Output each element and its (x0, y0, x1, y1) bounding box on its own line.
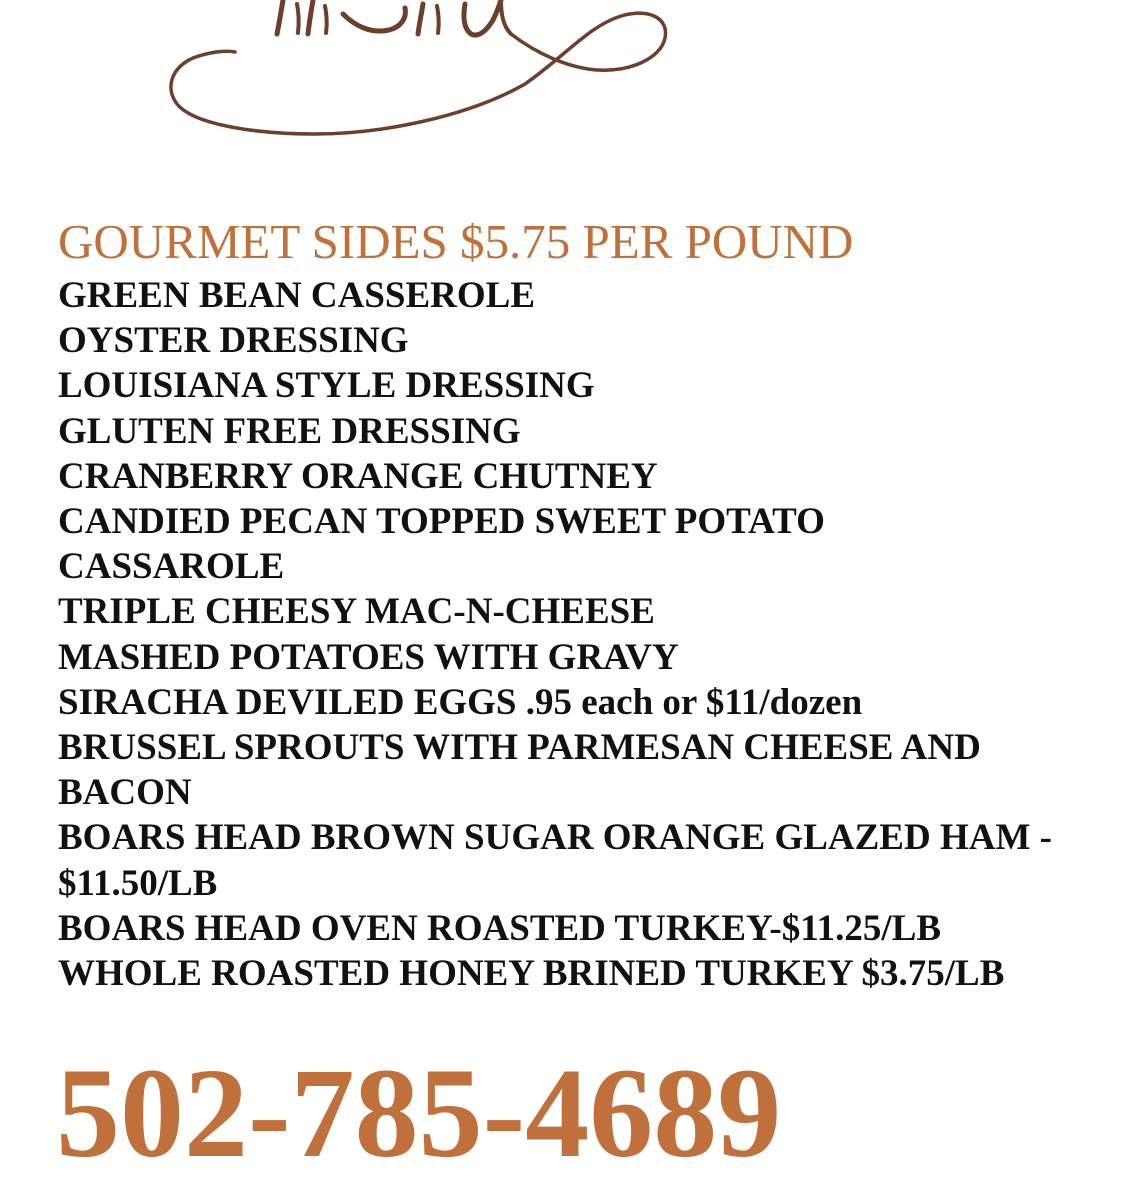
menu-item: SIRACHA DEVILED EGGS .95 each or $11/dozen (58, 681, 863, 723)
menu-item: BOARS HEAD BROWN SUGAR ORANGE GLAZED HAM - (58, 817, 1052, 859)
section-heading: GOURMET SIDES $5.75 PER POUND (58, 214, 854, 269)
menu-item: BACON (58, 772, 192, 814)
menu-item: CASSAROLE (58, 546, 285, 588)
menu-item: GREEN BEAN CASSEROLE (58, 275, 536, 316)
menu-item: CANDIED PECAN TOPPED SWEET POTATO (58, 501, 825, 543)
menu-item: GLUTEN FREE DRESSING (58, 410, 521, 452)
menu-script-title (165, 0, 685, 145)
phone-number: 502-785-4689 (56, 1042, 782, 1184)
menu-item: OYSTER DRESSING (58, 320, 409, 362)
menu-item: LOUISIANA STYLE DRESSING (58, 365, 595, 407)
menu-item: BRUSSEL SPROUTS WITH PARMESAN CHEESE AND (58, 727, 981, 769)
menu-item-list (58, 273, 1118, 996)
menu-item: CRANBERRY ORANGE CHUTNEY (58, 455, 658, 497)
menu-item: MASHED POTATOES WITH GRAVY (58, 636, 679, 678)
menu-item: BOARS HEAD OVEN ROASTED TURKEY-$11.25/LB (58, 907, 942, 949)
menu-item: WHOLE ROASTED HONEY BRINED TURKEY $3.75/LB (58, 953, 1005, 995)
menu-item: $11.50/LB (58, 862, 218, 904)
menu-item: TRIPLE CHEESY MAC-N-CHEESE (58, 591, 655, 633)
